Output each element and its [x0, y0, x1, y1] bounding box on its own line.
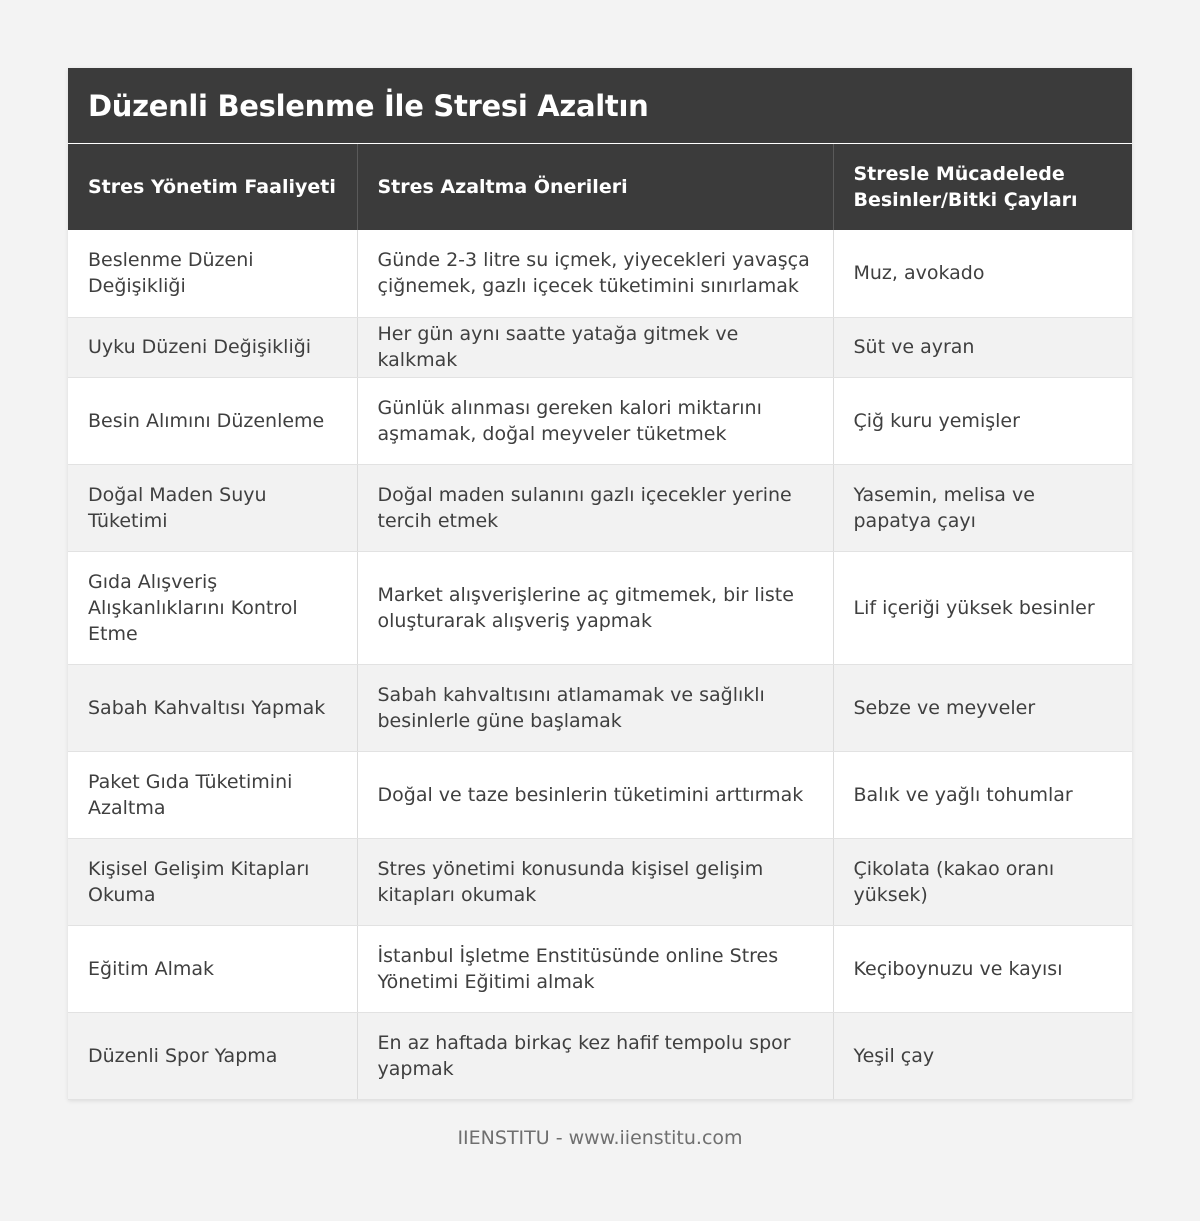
table-row — [68, 464, 1132, 551]
cell-suggestion: Günde 2-3 litre su içmek, yiyecekleri yavaşça çiğnemek, gazlı içecek tüketimini sınırlamak — [357, 230, 833, 317]
cell-activity: Besin Alımını Düzenleme — [68, 377, 357, 464]
cell-suggestion: Doğal ve taze besinlerin tüketimini arttırmak — [357, 751, 833, 838]
cell-activity: Paket Gıda Tüketimini Azaltma — [68, 751, 357, 838]
column-header-foods: Stresle Mücadelede Besinler/Bitki Çayları — [833, 144, 1132, 230]
cell-activity: Gıda Alışveriş Alışkanlıklarını Kontrol Etme — [68, 551, 357, 664]
cell-suggestion: Stres yönetimi konusunda kişisel gelişim kitapları okumak — [357, 838, 833, 925]
cell-suggestion: Market alışverişlerine aç gitmemek, bir liste oluşturarak alışveriş yapmak — [357, 551, 833, 664]
header-row — [68, 144, 1132, 230]
cell-food: Çikolata (kakao oranı yüksek) — [833, 838, 1132, 925]
cell-suggestion: Sabah kahvaltısını atlamamak ve sağlıklı besinlerle güne başlamak — [357, 664, 833, 751]
cell-suggestion: Doğal maden sulanını gazlı içecekler yerine tercih etmek — [357, 464, 833, 551]
cell-food: Keçiboynuzu ve kayısı — [833, 925, 1132, 1012]
table-title: Düzenli Beslenme İle Stresi Azaltın — [68, 68, 1132, 144]
table-card — [68, 68, 1132, 1100]
column-header-activity: Stres Yönetim Faaliyeti — [68, 144, 357, 230]
table-row — [68, 230, 1132, 317]
column-header-suggestions: Stres Azaltma Önerileri — [357, 144, 833, 230]
cell-activity: Eğitim Almak — [68, 925, 357, 1012]
cell-food: Çiğ kuru yemişler — [833, 377, 1132, 464]
stress-table — [68, 144, 1132, 1100]
cell-activity: Doğal Maden Suyu Tüketimi — [68, 464, 357, 551]
cell-suggestion: Günlük alınması gereken kalori miktarını aşmamak, doğal meyveler tüketmek — [357, 377, 833, 464]
cell-suggestion: İstanbul İşletme Enstitüsünde online Stres Yönetimi Eğitimi almak — [357, 925, 833, 1012]
table-row — [68, 551, 1132, 664]
cell-activity: Kişisel Gelişim Kitapları Okuma — [68, 838, 357, 925]
cell-food: Sebze ve meyveler — [833, 664, 1132, 751]
cell-food: Yeşil çay — [833, 1012, 1132, 1099]
cell-suggestion: Her gün aynı saatte yatağa gitmek ve kalkmak — [357, 317, 833, 377]
table-row — [68, 1012, 1132, 1099]
cell-activity: Sabah Kahvaltısı Yapmak — [68, 664, 357, 751]
cell-food: Yasemin, melisa ve papatya çayı — [833, 464, 1132, 551]
cell-food: Lif içeriği yüksek besinler — [833, 551, 1132, 664]
cell-activity: Uyku Düzeni Değişikliği — [68, 317, 357, 377]
cell-activity: Beslenme Düzeni Değişikliği — [68, 230, 357, 317]
table-row — [68, 925, 1132, 1012]
table-row — [68, 317, 1132, 377]
cell-suggestion: En az haftada birkaç kez hafif tempolu spor yapmak — [357, 1012, 833, 1099]
cell-food: Balık ve yağlı tohumlar — [833, 751, 1132, 838]
table-row — [68, 751, 1132, 838]
table-row — [68, 838, 1132, 925]
table-row — [68, 664, 1132, 751]
table-row — [68, 377, 1132, 464]
cell-activity: Düzenli Spor Yapma — [68, 1012, 357, 1099]
cell-food: Süt ve ayran — [833, 317, 1132, 377]
cell-food: Muz, avokado — [833, 230, 1132, 317]
footer-credit: IIENSTITU - www.iienstitu.com — [457, 1127, 743, 1149]
